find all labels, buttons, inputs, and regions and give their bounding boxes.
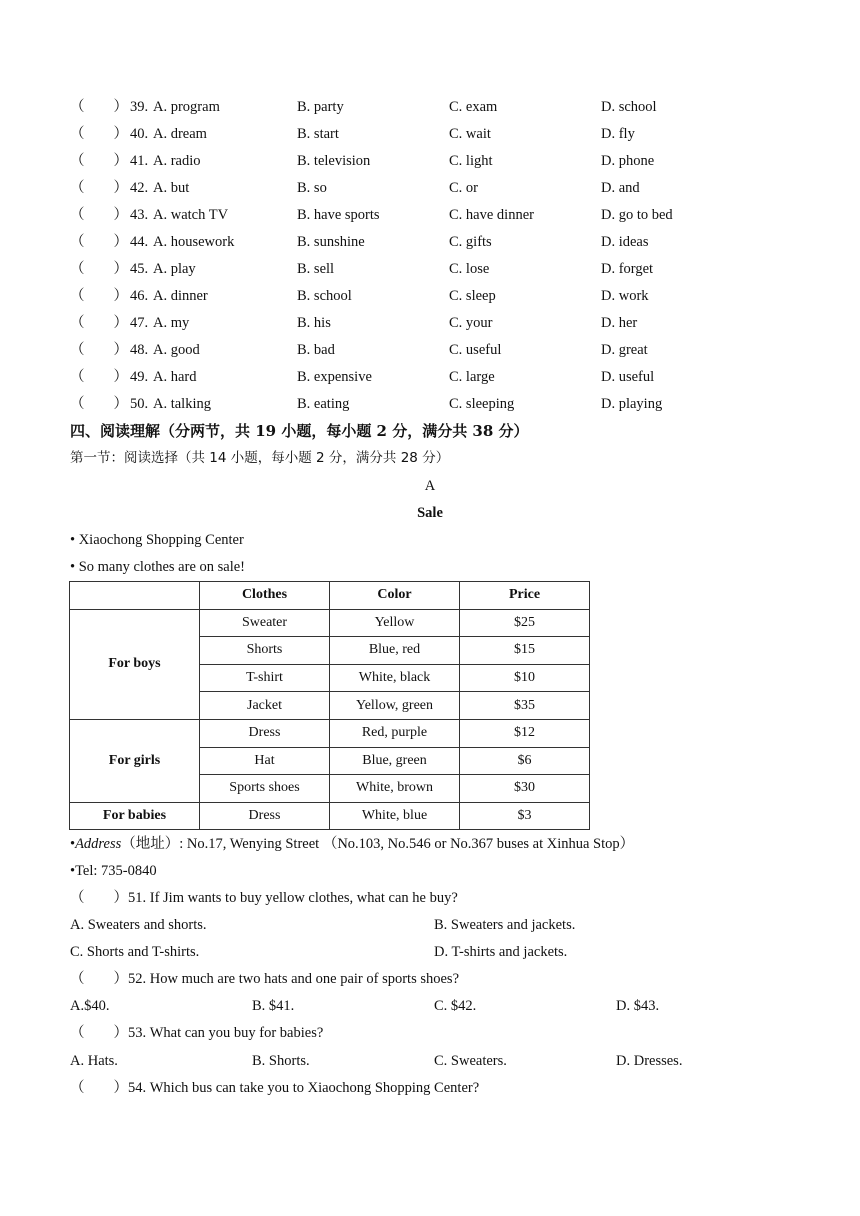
cloze-question-row	[0, 175, 860, 202]
part-heading	[0, 445, 860, 472]
option-a: A. dinner	[153, 288, 208, 304]
address-label: Address	[75, 836, 122, 852]
question-number: 45.	[130, 261, 149, 277]
option-c: C. Sweaters.	[434, 1053, 507, 1069]
option-b: B. sunshine	[297, 234, 365, 250]
question-number: 42.	[130, 180, 149, 196]
cloze-question-row	[0, 391, 860, 418]
option-a: A. radio	[153, 153, 201, 169]
option-d: D. go to bed	[601, 207, 673, 223]
option-d: D. useful	[601, 369, 655, 385]
table-cell-price: $10	[460, 664, 590, 692]
option-b: B. party	[297, 99, 344, 115]
option-d: D. work	[601, 288, 649, 304]
table-cell-clothes: T-shirt	[200, 664, 330, 692]
table-group-label: For babies	[70, 802, 200, 830]
question-number: 50.	[130, 396, 149, 412]
question-52-options	[0, 993, 860, 1020]
table-cell-clothes: Dress	[200, 719, 330, 747]
option-c: C. $42.	[434, 998, 477, 1014]
option-a: A. but	[153, 180, 190, 196]
option-c: C. useful	[449, 342, 502, 358]
option-a: A. my	[153, 315, 190, 331]
option-b: B. expensive	[297, 369, 372, 385]
table-cell-color: Yellow, green	[330, 692, 460, 720]
option-b: B. eating	[297, 396, 350, 412]
answer-paren: （ ）	[70, 180, 128, 196]
option-b: B. $41.	[252, 998, 295, 1014]
option-a: A. watch TV	[153, 207, 229, 223]
table-cell-clothes: Dress	[200, 802, 330, 830]
option-c: C. lose	[449, 261, 490, 277]
section-heading-text: 四、阅读理解（分两节，共 19 小题，每小题 2 分，满分共 38 分）	[70, 422, 529, 440]
question-number: 46.	[130, 288, 149, 304]
option-d: D. $43.	[616, 998, 660, 1014]
table-cell-price: $6	[460, 747, 590, 775]
table-cell-price: $30	[460, 775, 590, 803]
answer-paren: （ ）	[70, 369, 128, 385]
option-b: B. television	[297, 153, 371, 169]
table-cell-clothes: Sports shoes	[200, 775, 330, 803]
question-number: 40.	[130, 126, 149, 142]
answer-paren: （ ）	[70, 207, 128, 223]
option-c: C. your	[449, 315, 493, 331]
table-cell-price: $12	[460, 719, 590, 747]
option-a: A. play	[153, 261, 196, 277]
question-51-options-2	[0, 939, 860, 966]
option-c: C. wait	[449, 126, 491, 142]
answer-paren: （ ）	[70, 153, 128, 169]
table-cell-color: White, black	[330, 664, 460, 692]
sale-table	[69, 581, 590, 830]
question-number: 44.	[130, 234, 149, 250]
question-54	[0, 1075, 860, 1102]
table-row	[70, 802, 590, 830]
option-d: D. ideas	[601, 234, 649, 250]
answer-paren: （ ）	[70, 315, 128, 331]
answer-paren: （ ）	[70, 234, 128, 250]
question-53-options	[0, 1048, 860, 1075]
cloze-question-row	[0, 121, 860, 148]
option-a: A. good	[153, 342, 200, 358]
address-bullet: •Address（地址）: No.17, Wenying Street （No.103, No.546 or No.367 buses at Xinhua Stop）	[70, 836, 635, 852]
option-d: D. playing	[601, 396, 663, 412]
cloze-question-row	[0, 310, 860, 337]
answer-paren: （ ）	[70, 261, 128, 277]
table-header-row	[70, 582, 590, 610]
option-b: B. have sports	[297, 207, 380, 223]
cloze-question-row	[0, 337, 860, 364]
option-d: D. phone	[601, 153, 655, 169]
question-51-options-1	[0, 912, 860, 939]
bullet-on-sale-text: • So many clothes are on sale!	[70, 559, 245, 575]
table-cell-clothes: Shorts	[200, 637, 330, 665]
table-cell-color: Red, purple	[330, 719, 460, 747]
question-stem: （ ）51. If Jim wants to buy yellow clothes, what can he buy?	[70, 890, 458, 906]
option-c: C. sleeping	[449, 396, 515, 412]
option-d: D. and	[601, 180, 640, 196]
table-cell-color: Blue, red	[330, 637, 460, 665]
table-group-label: For boys	[70, 609, 200, 719]
option-c: C. exam	[449, 99, 498, 115]
table-cell-color: White, blue	[330, 802, 460, 830]
section-heading	[0, 418, 860, 445]
answer-paren: （ ）	[70, 99, 128, 115]
option-c: C. have dinner	[449, 207, 534, 223]
question-51	[0, 885, 860, 912]
option-b: B. school	[297, 288, 352, 304]
option-b: B. Shorts.	[252, 1053, 310, 1069]
table-cell-color: Blue, green	[330, 747, 460, 775]
question-number: 48.	[130, 342, 149, 358]
option-a: A. hard	[153, 369, 197, 385]
table-header-cell	[70, 582, 200, 610]
option-b: B. Sweaters and jackets.	[434, 917, 576, 933]
question-number: 43.	[130, 207, 149, 223]
option-d: D. Dresses.	[616, 1053, 683, 1069]
option-a: A. housework	[153, 234, 235, 250]
cloze-question-row	[0, 229, 860, 256]
table-cell-price: $35	[460, 692, 590, 720]
option-d: D. forget	[601, 261, 654, 277]
question-number: 41.	[130, 153, 149, 169]
address-line	[0, 831, 860, 858]
option-a: A. Hats.	[70, 1053, 118, 1069]
option-d: D. fly	[601, 126, 635, 142]
bullet-shopping-center	[0, 527, 860, 554]
table-group-label: For girls	[70, 719, 200, 802]
table-cell-price: $15	[460, 637, 590, 665]
passage-letter: A	[424, 478, 436, 494]
option-a: A.$40.	[70, 998, 110, 1014]
option-c: C. sleep	[449, 288, 496, 304]
option-d: D. school	[601, 99, 657, 115]
option-c: C. large	[449, 369, 495, 385]
option-d: D. great	[601, 342, 648, 358]
table-cell-price: $3	[460, 802, 590, 830]
question-52	[0, 966, 860, 993]
part-heading-text: 第一节：阅读选择（共 14 小题，每小题 2 分，满分共 28 分）	[70, 450, 450, 466]
address-text: （地址）: No.17, Wenying Street （No.103, No.546 or No.367 buses at Xinhua Stop）	[121, 836, 635, 852]
question-53	[0, 1020, 860, 1047]
question-stem: （ ）53. What can you buy for babies?	[70, 1025, 324, 1041]
question-stem: （ ）54. Which bus can take you to Xiaochong Shopping Center?	[70, 1080, 480, 1096]
cloze-question-row	[0, 283, 860, 310]
table-header-cell: Clothes	[200, 582, 330, 610]
question-number: 47.	[130, 315, 149, 331]
bullet-on-sale	[0, 554, 860, 581]
cloze-question-row	[0, 364, 860, 391]
table-header-cell: Color	[330, 582, 460, 610]
option-c: C. light	[449, 153, 493, 169]
option-b: B. so	[297, 180, 327, 196]
table-cell-color: Yellow	[330, 609, 460, 637]
option-d: D. her	[601, 315, 638, 331]
option-a: A. talking	[153, 396, 211, 412]
option-b: B. sell	[297, 261, 335, 277]
option-b: B. his	[297, 315, 331, 331]
table-cell-clothes: Jacket	[200, 692, 330, 720]
table-cell-clothes: Hat	[200, 747, 330, 775]
table-cell-clothes: Sweater	[200, 609, 330, 637]
answer-paren: （ ）	[70, 126, 128, 142]
answer-paren: （ ）	[70, 342, 128, 358]
tel-text: •Tel: 735-0840	[70, 863, 157, 879]
cloze-question-row	[0, 256, 860, 283]
option-b: B. start	[297, 126, 339, 142]
cloze-question-row	[0, 202, 860, 229]
option-a: A. Sweaters and shorts.	[70, 917, 207, 933]
answer-paren: （ ）	[70, 288, 128, 304]
option-c: C. or	[449, 180, 478, 196]
question-number: 39.	[130, 99, 149, 115]
answer-paren: （ ）	[70, 396, 128, 412]
question-number: 49.	[130, 369, 149, 385]
cloze-question-row	[0, 94, 860, 121]
option-c: C. Shorts and T-shirts.	[70, 944, 200, 960]
table-header-cell: Price	[460, 582, 590, 610]
bullet-shopping-center-text: • Xiaochong Shopping Center	[70, 532, 244, 548]
passage-title: Sale	[417, 505, 443, 521]
option-c: C. gifts	[449, 234, 492, 250]
table-row	[70, 719, 590, 747]
option-a: A. dream	[153, 126, 207, 142]
option-b: B. bad	[297, 342, 335, 358]
table-row	[70, 609, 590, 637]
question-stem: （ ）52. How much are two hats and one pair of sports shoes?	[70, 971, 460, 987]
option-d: D. T-shirts and jackets.	[434, 944, 568, 960]
table-cell-price: $25	[460, 609, 590, 637]
tel-line	[0, 858, 860, 885]
sale-table-body	[70, 609, 590, 830]
table-cell-color: White, brown	[330, 775, 460, 803]
cloze-question-row	[0, 148, 860, 175]
option-a: A. program	[153, 99, 220, 115]
